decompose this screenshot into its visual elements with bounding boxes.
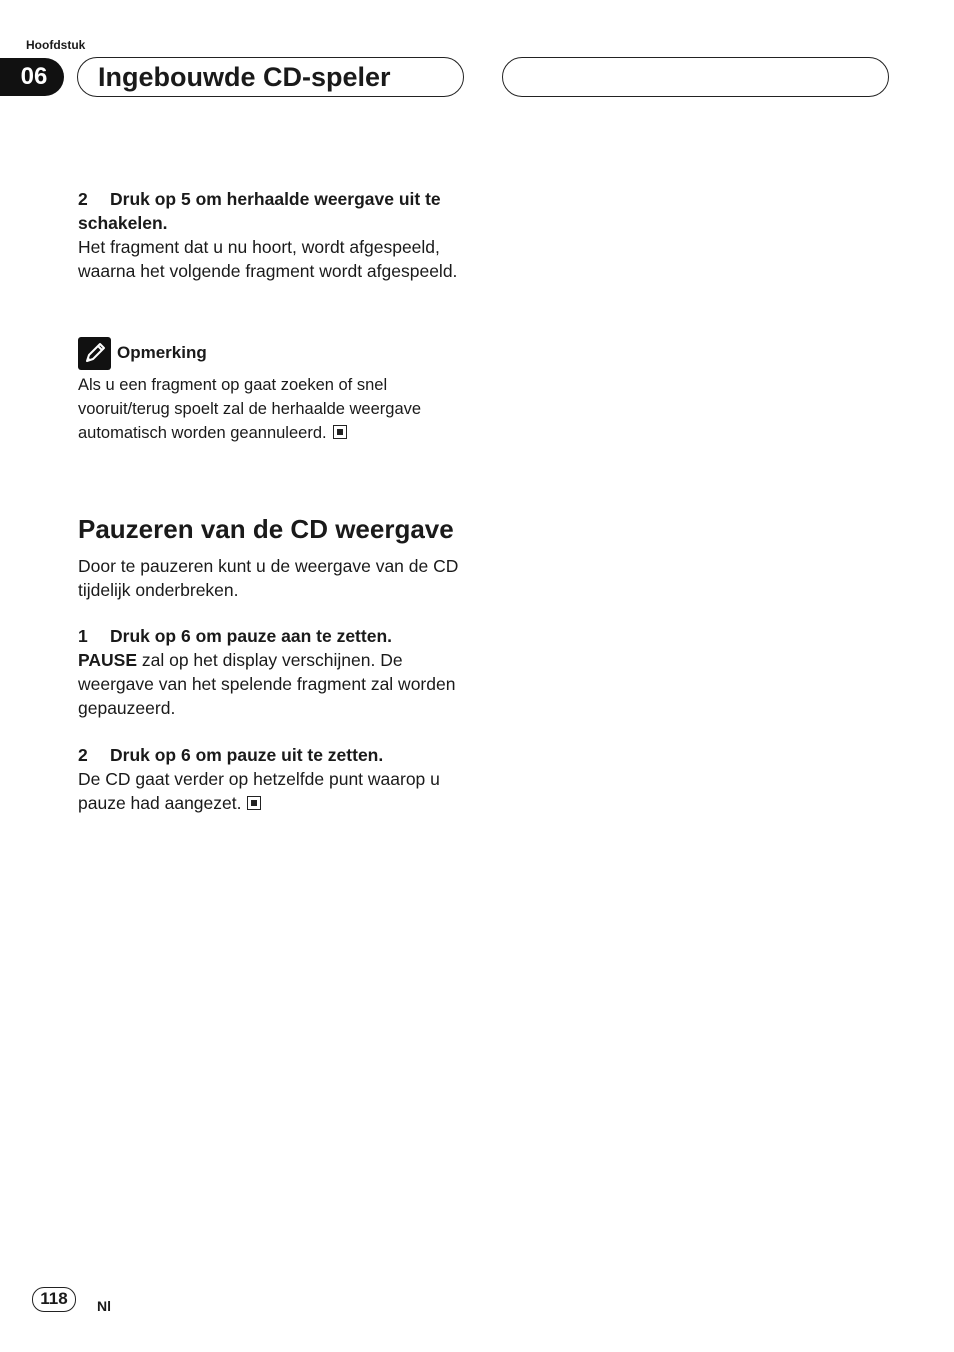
language-code: Nl: [97, 1298, 111, 1314]
step-heading: [78, 624, 463, 648]
step-title: Druk op 6 om pauze uit te zetten.: [110, 745, 384, 765]
chapter-title: Ingebouwde CD-speler: [98, 62, 391, 92]
intro-text: Door te pauzeren kunt u de weergave van de CD tijdelijk onderbreken.: [78, 556, 459, 600]
page-number: 118: [32, 1287, 76, 1312]
section-intro: [78, 554, 463, 602]
empty-header-box: [502, 57, 889, 97]
step-number: 2: [78, 745, 88, 765]
display-text: PAUSE: [78, 650, 137, 670]
step-heading: [78, 187, 463, 235]
step-number: 1: [78, 626, 88, 646]
note-header: [78, 336, 207, 370]
step-body: De CD gaat verder op hetzelfde punt waarop u pauze had aangezet.: [78, 769, 440, 813]
step-block: [78, 743, 463, 815]
step-number: 2: [78, 189, 88, 209]
step-body: PAUSE zal op het display verschijnen. De weergave van het spelende fragment zal worden gepauzeerd.: [78, 650, 456, 718]
end-mark-icon: [333, 425, 347, 439]
step-heading: [78, 743, 463, 767]
chapter-label: Hoofdstuk: [26, 38, 86, 52]
note-body: [78, 373, 463, 445]
end-mark-icon: [247, 796, 261, 810]
step-block: [78, 187, 463, 283]
step-block: [78, 624, 463, 720]
chapter-number: 06: [0, 58, 64, 96]
note-text: Als u een fragment op gaat zoeken of snel vooruit/terug spoelt zal de herhaalde weergave automatisch worden geannuleerd.: [78, 376, 422, 442]
chapter-title-box: [77, 57, 464, 97]
step-title: Druk op 5 om herhaalde weergave uit te schakelen.: [78, 189, 441, 233]
step-title: Druk op 6 om pauze aan te zetten.: [110, 626, 392, 646]
note-title: Opmerking: [117, 343, 207, 362]
section-heading: Pauzeren van de CD weergave: [78, 514, 454, 544]
pencil-icon: [78, 337, 111, 370]
step-body: Het fragment dat u nu hoort, wordt afgespeeld, waarna het volgende fragment wordt afgespeeld.: [78, 237, 458, 281]
